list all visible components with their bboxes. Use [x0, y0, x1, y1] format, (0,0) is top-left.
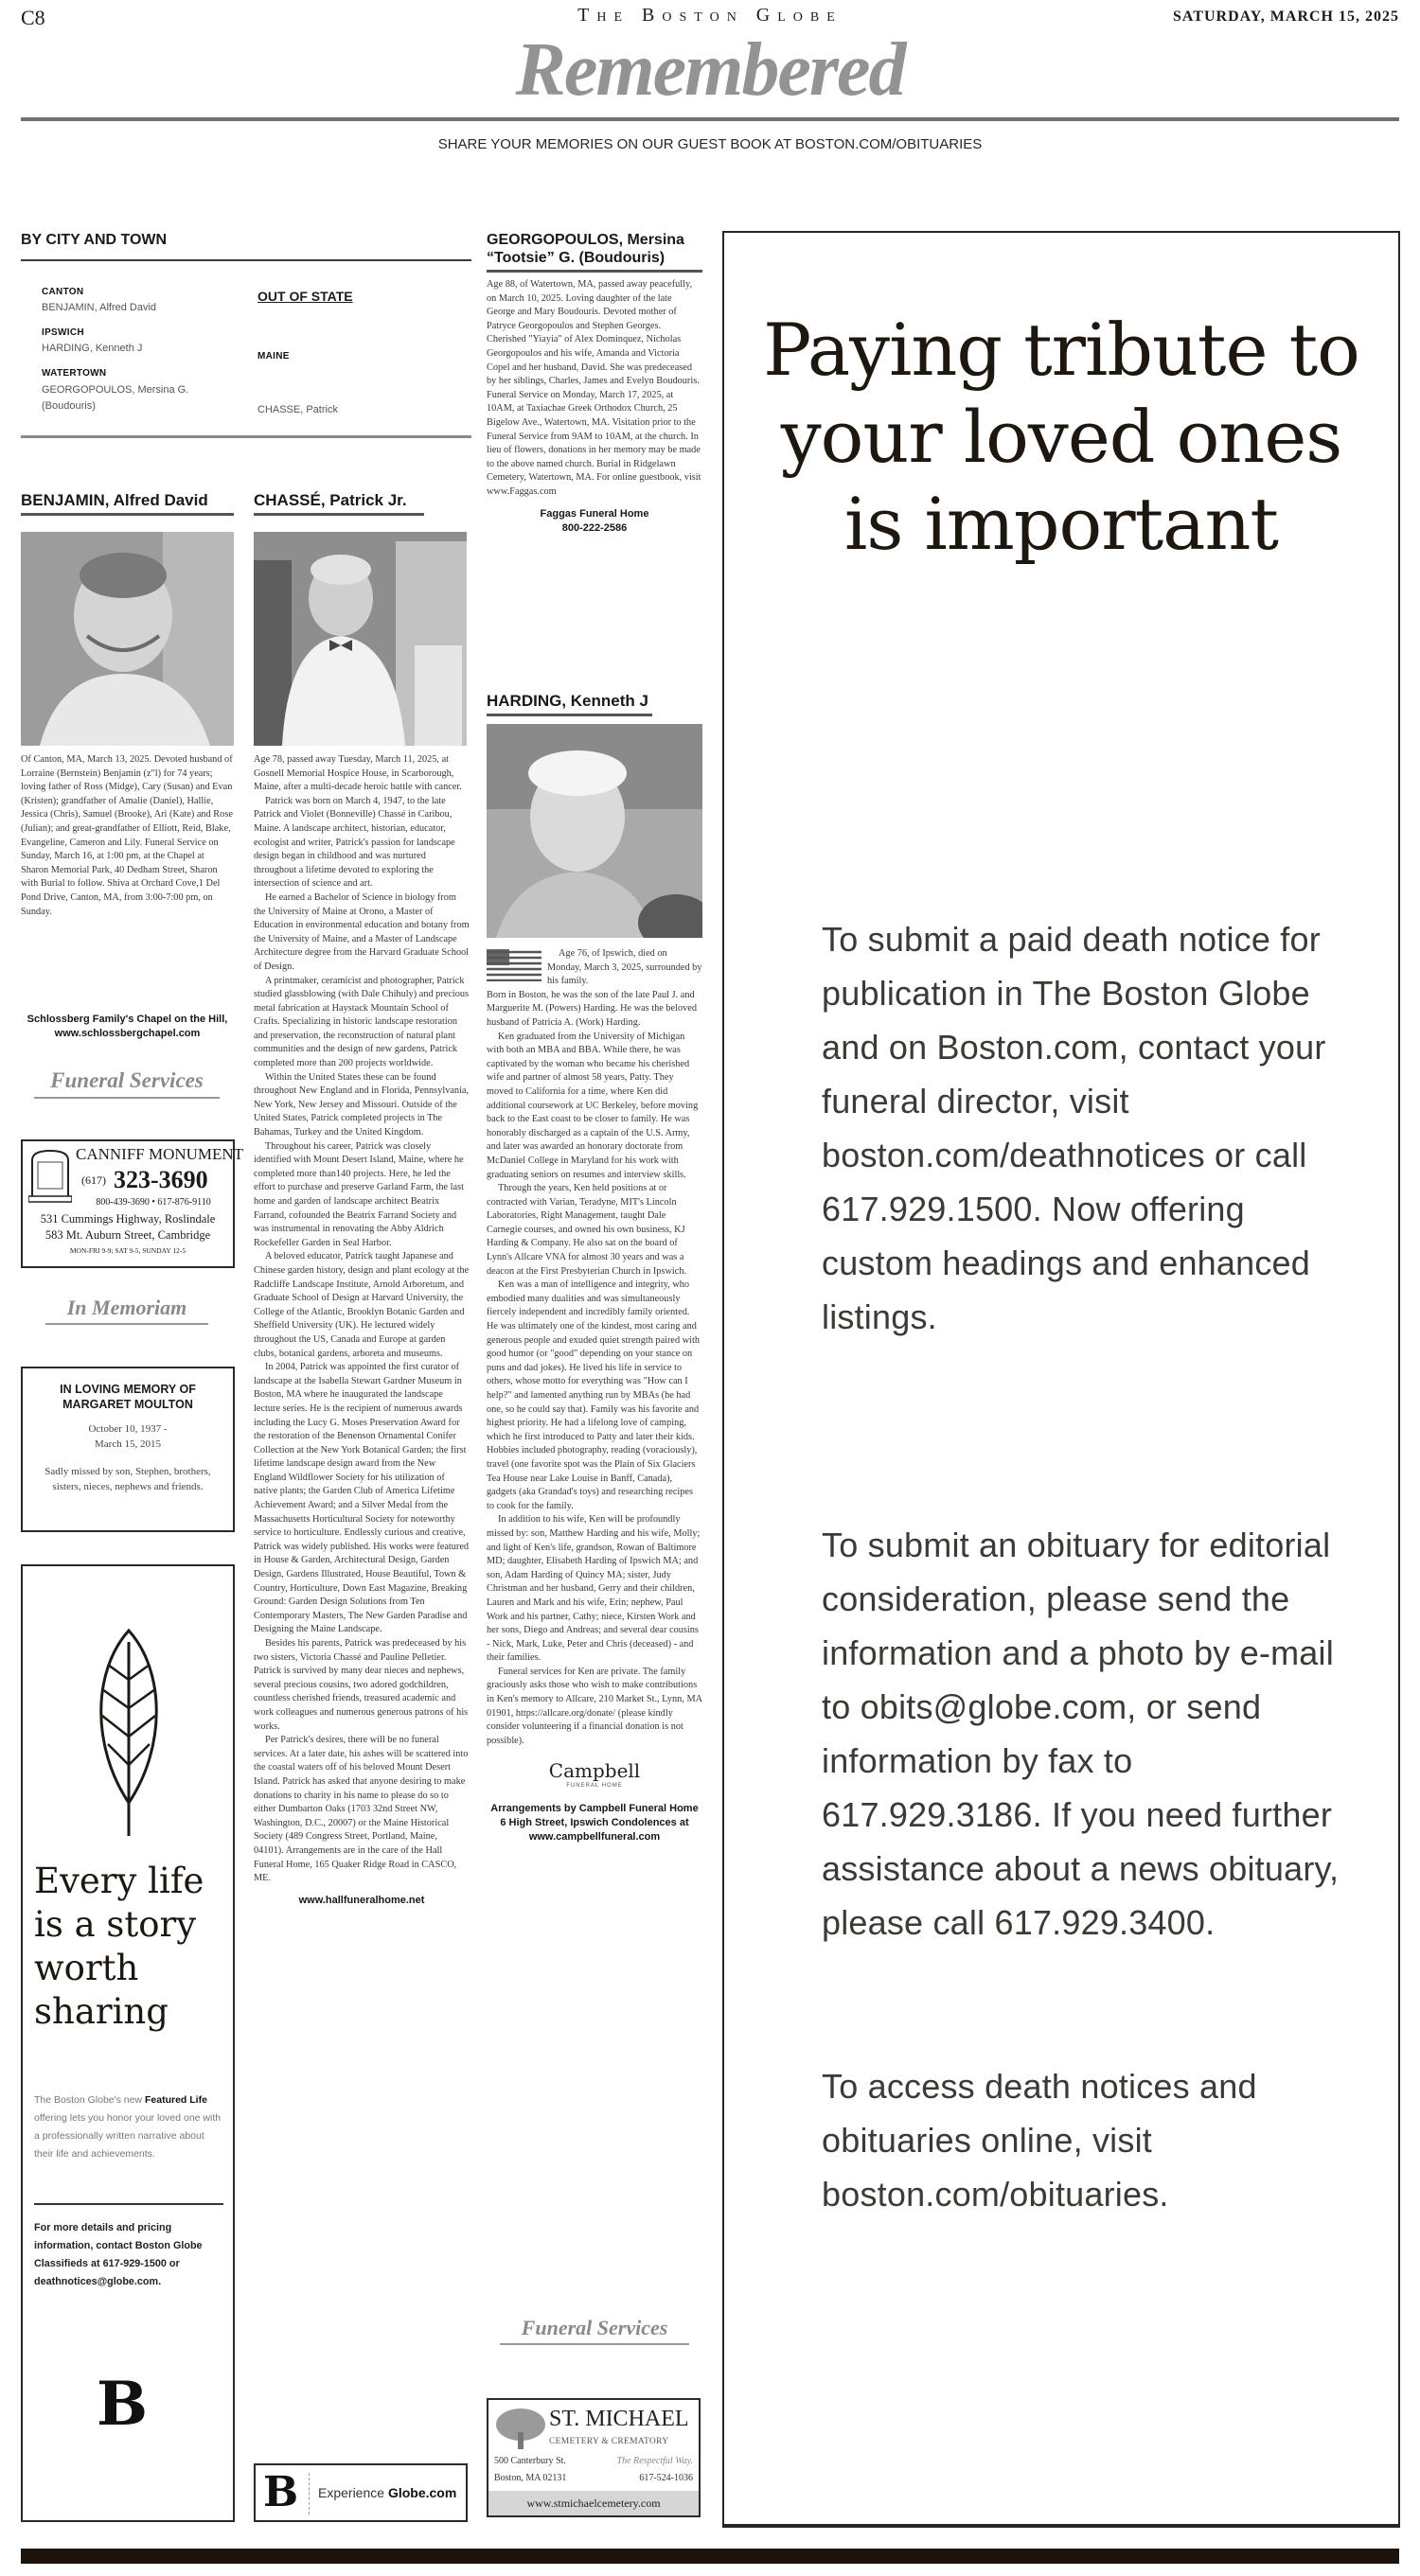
page-number: C8	[21, 6, 45, 29]
featured-life-contact[interactable]: For more details and pricing information, contact Boston Globe Classifieds at 617-929-1500 or deathnotices@globe.com.	[34, 2222, 203, 2287]
out-of-state-heading: OUT OF STATE	[257, 289, 353, 304]
experience-globe-ad[interactable]	[254, 2463, 468, 2522]
portrait-photo-chasse	[254, 532, 467, 746]
campbell-logo-sub: FUNERAL HOME	[566, 1783, 623, 1790]
canniff-phone: 323-3690	[114, 1166, 208, 1193]
page-bottom-rule	[21, 2549, 1399, 2564]
obit-paragraph: Funeral services for Ken are private. The family graciously asks those who wish to make contributions in Ken's memory to Allcare, 210 Market St., Lynn, MA 01901, https://allcare.org/donate/ (please kindly consider volunteering if a financial donation is not possible).	[487, 1666, 702, 1746]
obit-name-benjamin: BENJAMIN, Alfred David	[21, 490, 234, 516]
featured-life-body-post: offering lets you honor your loved one with a professionally written narrative about their life and achievements.	[34, 2112, 222, 2160]
harding-obit	[487, 691, 702, 1844]
masthead-rule	[21, 117, 1399, 121]
obit-paragraph: A beloved educator, Patrick taught Japanese and Chinese garden history, design and plant ecology at the Radcliffe Landscape Institute, Arnold Arboretum, and Graduate School of Design at Harvard University, the College of the Atlantic, Brooklyn Botanic Garden and Sheffield University (UK). He lectured widely throughout the US, Canada and Europe at garden clubs, botanical gardens, arboreta and museums.	[254, 1251, 470, 1359]
st-michael-tagline: The Respectful Way.	[616, 2456, 693, 2466]
in-memoriam-label: In Memoriam	[45, 1295, 208, 1325]
canniff-monument-ad[interactable]	[21, 1139, 244, 1268]
town-entry[interactable]: BENJAMIN, Alfred David	[42, 302, 157, 313]
campbell-logo-name: Campbell	[548, 1759, 641, 1783]
featured-life-divider	[34, 2203, 223, 2205]
st-michael-url[interactable]: www.stmichaelcemetery.com	[488, 2491, 699, 2515]
canniff-area-code: (617)	[81, 1173, 106, 1187]
online-access-instructions: To access death notices and obituaries online, visit boston.com/obituaries.	[822, 2067, 1257, 2214]
obit-paragraph: Of Canton, MA, March 13, 2025. Devoted husband of Lorraine (Bernstein) Benjamin (z"l) for 74 years; loving father of Ross (Midge), Cary (Susan) and Evan (Kristen); grandfather of Amalie (Daniel), Hallie, Jessica (Chris), Samuel (Brooke), Ari (Kate) and Rose (Julian); and great-grandfather of Elliott, Reid, Blake, Evangeline, Cameron and Lily. Funeral Service on Sunday, March 16, at 1:00 pm, at the Chapel at Sharon Memorial Park, 40 Dedham Street, Sharon with Burial to follow. Shiva at Orchard Cove,1 Del Pond Drive, Canton, MA, from 3:00-7:00 pm, on Sunday.	[21, 754, 233, 917]
obit-paragraph: Born in Boston, he was the son of the late Paul J. and Marguerite M. (Powers) Harding. He was the beloved husband of Patricia A. (Work) Harding.	[487, 989, 697, 1028]
leaf-icon	[80, 1623, 178, 1841]
index-rule	[21, 435, 471, 438]
obit-name-harding: HARDING, Kenneth J	[487, 691, 652, 716]
memoriam-dates-start: October 10, 1937 -	[88, 1423, 168, 1435]
page-date: SATURDAY, MARCH 15, 2025	[1173, 9, 1399, 25]
globe-com-text: Globe.com	[387, 2485, 457, 2500]
tribute-headline: Paying tribute to your loved ones is important	[763, 308, 1359, 566]
index-rule	[21, 259, 471, 261]
st-michael-address-1: 500 Canterbury St.	[494, 2456, 566, 2466]
globe-logo-icon: B	[263, 2468, 299, 2516]
canniff-hours: MON-FRI 9-9; SAT 9-5, SUNDAY 12-5	[69, 1246, 186, 1255]
obit-paragraph: Ken graduated from the University of Michigan with both an MBA and BBA. While there, he was captivated by the woman who became his cherished wife and partner of almost 58 years, Patty. They moved to California for a time, where Ken did additional coursework at UC Berkeley, before moving back to the East coast to be closer to family. He was honorably discharged as a captain of the U.S. Army, and later was awarded an honorary doctorate from McDaniel College in Maryland for his work with graduating seniors on resumes and interview skills.	[487, 1031, 699, 1180]
section-title: Remembered	[515, 28, 905, 112]
experience-globe-text	[318, 2484, 456, 2501]
canniff-phone-line	[81, 1166, 231, 1194]
canniff-address-1: 531 Cummings Highway, Roslindale	[40, 1212, 216, 1226]
obit-paragraph: Ken was a man of intelligence and integrity, who embodied many dualities and was simultaneously fiercely independent and incredibly family oriented. He was ultimately one of the kindest, most caring and generous people and exuded quiet strength paired with good humor (or "good" depending on your stance on puns and dad jokes). He lived his life in service to others, whose motto for everything was "How can I help?" and lamented anything run by MBAs (he had one, so he could say that). Family was his favorite and highest priority. He had a lifelong love of camping, which he first introduced to Patty and later their kids. Hobbies included photography, reading (voraciously), travel (one favorite spot was the Plain of Six Glaciers Tea House near Lake Louise in Banff, Canada), gadgets (aka Grandad's toys) and researching recipes to cook for the family.	[487, 1279, 701, 1511]
obituary-instructions: To submit an obituary for editorial consideration, please send the information and a photo by e-mail to obits@globe.com, or send information by fax to 617.929.3186. If you need further assistance about a news obituary, please call 617.929.3400.	[822, 1526, 1340, 1942]
canniff-name: CANNIFF MONUMENT	[76, 1145, 244, 1163]
obit-body-harding	[487, 947, 702, 1748]
obit-paragraph: He earned a Bachelor of Science in biology from the University of Maine at Orono, a Master of Education in environmental education and botany from the University of Maine, and a Master of Landscape Architecture degree from the Harvard Graduate School of Design.	[254, 891, 470, 972]
featured-life-body	[34, 2091, 223, 2163]
tree-icon	[494, 2408, 547, 2451]
memoriam-dates-end: March 15, 2015	[95, 1438, 161, 1450]
obit-paragraph: In 2004, Patrick was appointed the first curator of landscape at the Isabella Stewart Gardner Museum in Boston, MA where he inaugurated the landscape lecture series. He is the recipient of numerous awards including the Lucy G. Moses Preservation Award for the restoration of the Benenson Ornamental Conifer Collection at the New York Botanical Garden; the first lifetime landscape design award from the New England Wildflower Society for his utilization of native plants; the Garden Club of America Lifetime Achievement Award; and a Silver Medal from the Massachusetts Horticultural Society for noteworthy service to horticulture. Endlessly curious and creative, Patrick was widely published. His works were featured in House & Garden, Architectural Design, Garden Design, Gardens Illustrated, House Beautiful, Town & Country, Horticulture, Down East Magazine, Breaking Ground: Garden Design Solutions from Ten Contemporary Masters, The New Garden Paradise and Designing the Maine Landscape.	[254, 1362, 470, 1635]
globe-logo-icon: B	[97, 2369, 149, 2440]
obit-paragraph: Through the years, Ken held positions at or contracted with Varian, Teradyne, MIT's Lincoln Laboratories, Right Management, taught Dale Carnegie courses, and owned his own business, KJ Harding & Company. He also sat on the board of Lynn's Allcare VNA for almost 30 years and was a deacon at the First Presbyterian Church in Ipswich.	[487, 1183, 687, 1277]
obit-paragraph: Age 88, of Watertown, MA, passed away peacefully, on March 10, 2025. Loving daughter of the late George and Mary Boudouris. Devoted mother of Patryce Georgopoulos and Stephen Georges. Cherished "Yiayia" of Alex Dominquez, Nicholas Georgopoulos and his wife, Amanda and Victoria Copel and her husband, David. She was predeceased by her siblings, Charles, James and Evelyn Boudouris. Funeral Service on Monday, March 17, 2025, at 10AM, at Taxiachae Greek Orthodox Church, 25 Bigelow Ave., Watertown, MA. Visitation prior to the Funeral Service from 9AM to 10AM, at the church. In lieu of flowers, donations in her memory may be made to the above named church. Burial in Ridgelawn Cemetery, Watertown, MA. For online guestbook, visit www.Faggas.com	[487, 279, 701, 497]
obit-paragraph: In addition to his wife, Ken will be profoundly missed by: son, Matthew Harding and his wife, Molly; and light of Ken's life, grandson, Rowan of Baltimore MD; daughter, Elisabeth Harding of Ipswich MA; and son, Adam Harding of Quincy MA; sister, Judy Christman and her husband, Gerry and their children, Lauren and Mark and his wife, Erin; nephew, Paul Work and his partner, Cathy; niece, Kirsten Work and her sons, Diego and Andreas; and several dear cousins - Nick, Mark, Luke, Peter and Chris (deceased) - and their families.	[487, 1514, 701, 1664]
funeral-services-label: Funeral Services	[34, 1067, 220, 1099]
georgopoulos-obit	[487, 231, 702, 536]
canniff-alt-phones: 800-439-3690 • 617-876-9110	[96, 1197, 211, 1208]
obit-body-georgopoulos	[487, 278, 702, 500]
funeral-home-name: Faggas Funeral Home	[540, 507, 649, 520]
obit-paragraph: Per Patrick's desires, there will be no funeral services. At a later date, his ashes will be scattered into the coastal waters off of his beloved Mount Desert Island. Patrick has asked that anyone desiring to make donations to charity in his name to please do so to either Dumbarton Oaks (1703 32nd Street NW, Washington, D.C., 20007) or the Maine Historical Society (489 Congress Street, Portland, Maine, 04101). Arrangements are in the care of the Hall Funeral Home, 165 Quaker Ridge Road in CASCO, ME.	[254, 1735, 469, 1884]
funeral-home-phone[interactable]: 800-222-2586	[561, 521, 628, 534]
city-town-index	[21, 231, 471, 441]
obit-paragraph: Besides his parents, Patrick was predeceased by his two sisters, Victoria Chassé and Pauline Pelletier. Patrick is survived by many dear nieces and nephews, several precious cousins, two adored godchildren, countless cherished friends, treasured academic and work colleagues and numerous generous patrons of his works.	[254, 1638, 469, 1732]
paper-name: The Boston Globe	[577, 5, 843, 26]
obit-paragraph: Age 78, passed away Tuesday, March 11, 2025, at Gosnell Memorial Hospice House, in Scarborough, Maine, after a multi-decade heroic battle with cancer.	[254, 754, 462, 793]
funeral-home-credit[interactable]: www.hallfuneralhome.net	[298, 1894, 425, 1906]
town-label: IPSWICH	[42, 327, 84, 338]
obit-lead-harding: Age 76, of Ipswich, died on Monday, March 3, 2025, surrounded by his family.	[547, 948, 702, 987]
featured-life-product: Featured Life	[145, 2094, 207, 2106]
memoriam-heading: IN LOVING MEMORY OF MARGARET MOULTON	[60, 1383, 196, 1411]
st-michael-name: ST. MICHAEL	[549, 2407, 689, 2431]
st-michael-address-2: Boston, MA 02131	[494, 2473, 567, 2483]
obit-paragraph: Patrick was born on March 4, 1947, to the late Patrick and Violet (Bonneville) Chassé in Caribou, Maine. A landscape architect, historian, educator, ecologist and writer, Patrick's passion for landscape design began in childhood and was nurtured throughout a lifetime devoted to exploring the intersection of science and art.	[254, 795, 455, 890]
canniff-address-2: 583 Mt. Auburn Street, Cambridge	[44, 1228, 211, 1242]
memoriam-message: Sadly missed by son, Stephen, brothers, sisters, nieces, nephews and friends.	[44, 1466, 211, 1492]
guestbook-link[interactable]: SHARE YOUR MEMORIES ON OUR GUEST BOOK AT BOSTON.COM/OBITUARIES	[437, 136, 983, 152]
obit-paragraph: A printmaker, ceramicist and photographer, Patrick studied glassblowing (with Dale Chihuly) and precious metal fabrication at Haystack Mountain School of Crafts. Specializing in historic landscape restoration and preservation, the reconstruction of natural plant communities and the design of new gardens, Patrick completed more than 200 projects worldwide.	[254, 975, 470, 1069]
experience-text: Experience	[318, 2485, 385, 2500]
town-entry[interactable]: GEORGOPOULOS, Mersina G. (Boudouris)	[42, 384, 189, 412]
funeral-services-label: Funeral Services	[500, 2315, 689, 2345]
american-flag-icon	[487, 949, 541, 981]
death-notice-instructions: To submit a paid death notice for publication in The Boston Globe and on Boston.com, contact your funeral director, visit boston.com/deathnotices or call 617.929.1500. Now offering custom headings and enhanced listings.	[822, 920, 1326, 1336]
featured-life-body-pre: The Boston Globe's new	[34, 2094, 143, 2106]
obit-name-georgopoulos: GEORGOPOULOS, Mersina “Tootsie” G. (Boudouris)	[487, 231, 702, 273]
portrait-photo-benjamin	[21, 532, 234, 746]
featured-life-headline: Every life is a story worth sharing	[34, 1861, 204, 2032]
obit-paragraph: Throughout his career, Patrick was closely identified with Mount Desert Island, Maine, where he completed more than140 projects. Here, he led the effort to purchase and preserve Garland Farm, the last home and garden of landscape architect Beatrix Farrand, cofounded the Beatrix Farrand Society and was instrumental in renovating the Abby Aldrich Rockefeller Garden in Seal Harbor.	[254, 1140, 464, 1248]
memoriam-notice	[21, 1367, 235, 1532]
obit-body-benjamin	[21, 753, 234, 919]
st-michael-cemetery-ad[interactable]	[487, 2398, 701, 2517]
campbell-logo	[487, 1759, 702, 1791]
town-label: CANTON	[42, 287, 84, 297]
obit-name-chasse: CHASSÉ, Patrick Jr.	[254, 490, 424, 516]
portrait-photo-harding	[487, 724, 702, 938]
funeral-home-credit[interactable]: Schlossberg Family's Chapel on the Hill, www.schlossbergchapel.com	[27, 1014, 228, 1039]
headstone-icon	[28, 1147, 72, 1204]
obit-paragraph: Within the United States these can be found throughout New England and in Florida, Pennsylvania, New York, New Jersey and Missouri. Outside of the United States, Patrick completed projects in The Bahamas, Turkey and the United Kingdom.	[254, 1071, 470, 1138]
town-entry[interactable]: HARDING, Kenneth J	[42, 343, 143, 354]
state-label: MAINE	[257, 351, 290, 362]
st-michael-sub: CEMETERY & CREMATORY	[549, 2437, 669, 2446]
state-entry[interactable]: CHASSE, Patrick	[257, 404, 338, 415]
index-heading: BY CITY AND TOWN	[21, 232, 168, 248]
st-michael-phone: 617-524-1036	[639, 2473, 693, 2483]
town-label: WATERTOWN	[42, 368, 107, 379]
tribute-info-ad	[722, 231, 1400, 2528]
ad-divider	[309, 2473, 310, 2514]
obit-body-chasse	[254, 753, 470, 1908]
funeral-home-credit[interactable]: Arrangements by Campbell Funeral Home 6 High Street, Ipswich Condolences at www.campbellfuneral.com	[490, 1803, 699, 1844]
featured-life-ad[interactable]	[21, 1564, 235, 2522]
